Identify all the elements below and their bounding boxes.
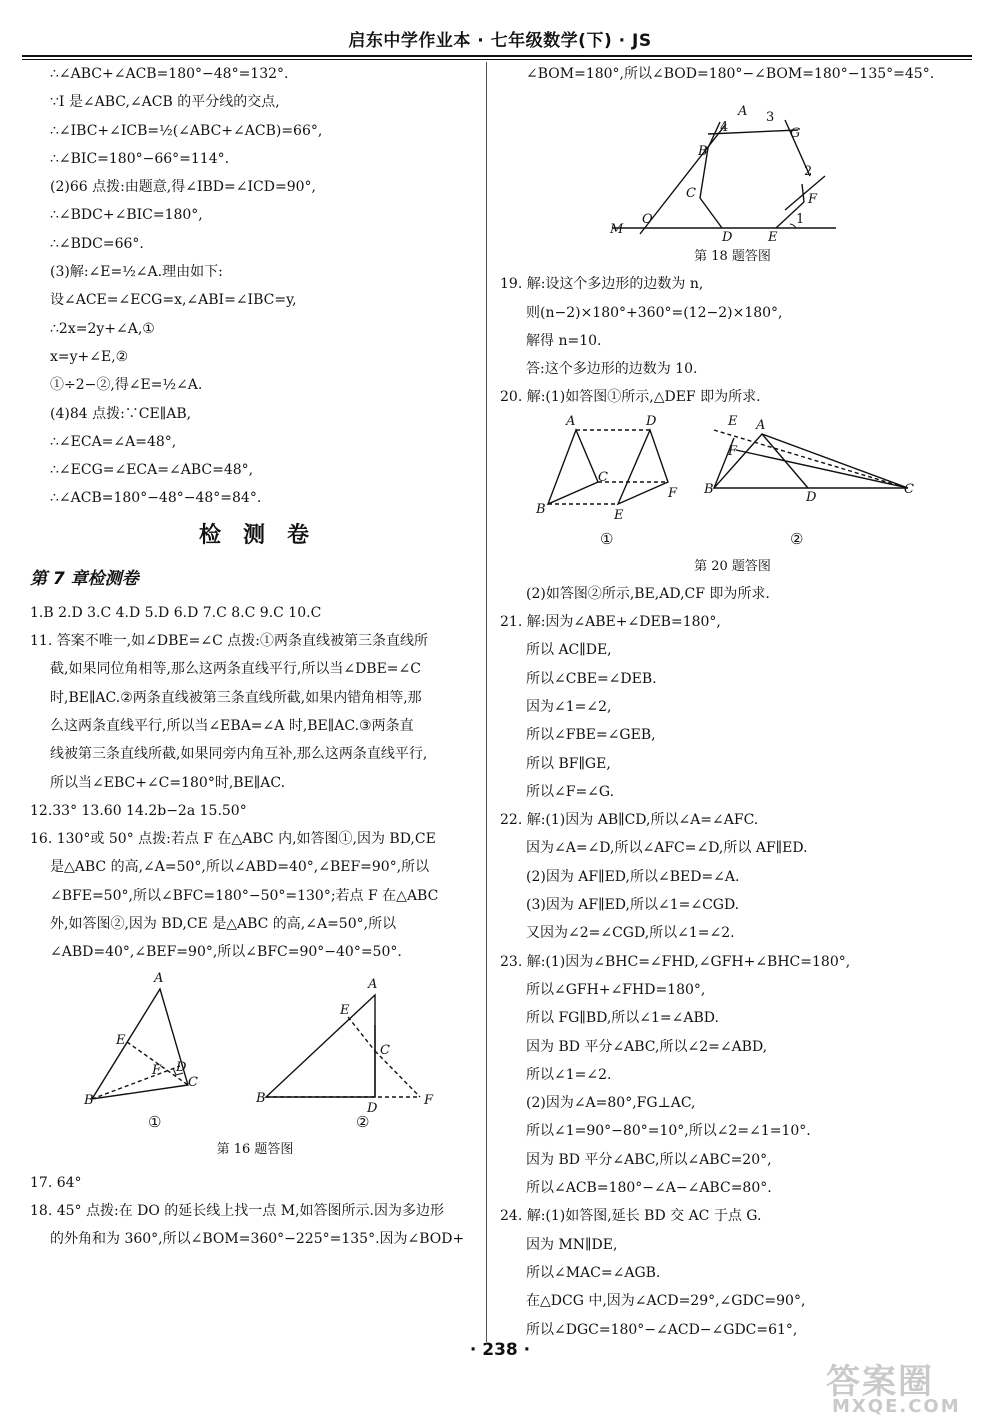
fig20-2-number: ② [790, 529, 804, 548]
fig20-2-label: D [806, 489, 817, 505]
answer-18-cont: ∠BOM=180°,所以∠BOD=180°−∠BOM=180°−135°=45°. [526, 66, 935, 82]
triangle-abc-2 [714, 434, 908, 488]
fig18-label: A [738, 104, 748, 120]
fig18-label: E [768, 230, 778, 246]
answer-23-line: 所以∠1=∠2. [526, 1066, 612, 1083]
left-column [30, 60, 480, 1254]
fig16-2-label: C [380, 1042, 390, 1058]
answer-21-line: 所以∠FBE=∠GEB, [526, 727, 656, 744]
text-line: ∵I 是∠ABC,∠ACB 的平分线的交点, [50, 94, 280, 111]
fig20-1-label: C [598, 469, 608, 485]
fig20-2-label: C [904, 481, 914, 497]
fig18-label: G [790, 126, 801, 142]
answer-21-line: 21. 解:因为∠ABE+∠DEB=180°, [500, 614, 721, 631]
fig16-2-label: E [340, 1002, 350, 1018]
fig20-2-label: B [704, 481, 714, 497]
fig18-label: 2 [804, 164, 813, 180]
figure-16-drawing [30, 967, 480, 1137]
fig18-label: C [686, 186, 696, 202]
watermark-text: 答案圈 [826, 1362, 934, 1402]
fig16-2-label: F [424, 1092, 434, 1108]
fig16-1-label: A [154, 970, 164, 986]
answer-23-line: 因为 BD 平分∠ABC,所以∠2=∠ABD, [526, 1038, 768, 1055]
answers-1-10: 1.B 2.D 3.C 4.D 5.D 6.D 7.C 8.C 9.C 10.C [30, 604, 322, 621]
figure-18-caption: 第 18 题答图 [694, 249, 771, 265]
text-line: 设∠ACE=∠ECG=x,∠ABI=∠IBC=y, [50, 292, 297, 309]
triangle-abc [548, 430, 598, 504]
fig16-1-label: C [188, 1074, 198, 1090]
answer-23-line: 所以∠GFH+∠FHD=180°, [526, 981, 706, 998]
fig18-label: O [642, 212, 653, 228]
fig16-1-label: B [84, 1092, 94, 1108]
text-line: (3)解:∠E=½∠A.理由如下: [50, 264, 223, 281]
figure-20-drawing [500, 412, 965, 554]
answer-22-line: (2)因为 AF∥ED,所以∠BED=∠A. [526, 868, 740, 885]
text-line: ∴∠ECG=∠ECA=∠ABC=48°, [50, 462, 254, 479]
fig18-label: M [610, 222, 624, 238]
answer-21-line: 因为∠1=∠2, [526, 698, 612, 715]
answer-16-line: ∠ABD=40°,∠BEF=90°,所以∠BFC=90°−40°=50°. [50, 944, 402, 961]
answer-22-line: 又因为∠2=∠CGD,所以∠1=∠2. [526, 925, 735, 942]
text-line: ①÷2−②,得∠E=½∠A. [50, 377, 203, 394]
right-column [500, 60, 965, 1344]
answer-19-line: 解得 n=10. [526, 332, 602, 349]
figure-16 [30, 967, 480, 1137]
answer-22-line: (3)因为 AF∥ED,所以∠1=∠CGD. [526, 897, 740, 914]
fig20-2-label: A [756, 417, 766, 433]
watermark-url: MXQE.COM [832, 1396, 961, 1417]
text-line: ∴2x=2y+∠A,① [50, 320, 155, 337]
chapter-title: 第 7 章检测卷 [30, 568, 139, 589]
fig18-label: 1 [796, 212, 805, 228]
fig16-2-label: D [367, 1100, 378, 1116]
figure-20 [500, 412, 965, 554]
text-line: ∴∠BIC=180°−66°=114°. [50, 150, 230, 167]
answer-24-line: 所以∠MAC=∠AGB. [526, 1264, 661, 1281]
answer-23-line: 所以∠1=90°−80°=10°,所以∠2=∠1=10°. [526, 1123, 811, 1140]
answer-21-line: 所以∠CBE=∠DEB. [526, 670, 657, 687]
text-line: (4)84 点拨:∵CE∥AB, [50, 405, 192, 422]
fig20-1-label: F [668, 485, 678, 501]
answer-18-line: 18. 45° 点拨:在 DO 的延长线上找一点 M,如答图所示.因为多边形 [30, 1202, 444, 1219]
figure-20-caption: 第 20 题答图 [694, 558, 771, 574]
answer-16-line: 外,如答图②,因为 BD,CE 是△ABC 的高,∠A=50°,所以 [50, 916, 397, 933]
fig20-1-label: A [566, 413, 576, 429]
text-line: (2)66 点拨:由题意,得∠IBD=∠ICD=90°, [50, 179, 316, 196]
answer-20-part2: (2)如答图②所示,BE,AD,CF 即为所求. [526, 585, 770, 602]
fig18-label: 3 [766, 110, 775, 126]
answer-16-line: 16. 130°或 50° 点拨:若点 F 在△ABC 内,如答图①,因为 BD,CE [30, 831, 436, 848]
fig18-label: D [722, 230, 733, 246]
answer-11-line: 时,BE∥AC.②两条直线被第三条直线所截,如果内错角相等,那 [50, 689, 422, 706]
answer-23-line: (2)因为∠A=80°,FG⊥AC, [526, 1095, 696, 1112]
fig20-2-label: E [728, 413, 738, 429]
fig20-1-number: ① [600, 529, 614, 548]
fig20-1-label: B [536, 501, 546, 517]
fig16-2-label: B [256, 1090, 266, 1106]
figure-18 [500, 88, 965, 244]
text-line: ∴∠ECA=∠A=48°, [50, 433, 177, 450]
answer-16-line: 是△ABC 的高,∠A=50°,所以∠ABD=40°,∠BEF=90°,所以 [50, 859, 430, 876]
answer-11-line: 截,如果同位角相等,那么这两条直线平行,所以当∠DBE=∠C [50, 661, 421, 678]
fig16-1-number: ① [148, 1112, 162, 1131]
text-line: ∴∠IBC+∠ICB=½(∠ABC+∠ACB)=66°, [50, 122, 323, 139]
header-rule [22, 55, 972, 57]
answer-24-line: 在△DCG 中,因为∠ACD=29°,∠GDC=90°, [526, 1293, 806, 1310]
answers-12-15: 12.33° 13.60 14.2b−2a 15.50° [30, 802, 247, 819]
answer-19-line: 则(n−2)×180°+360°=(12−2)×180°, [526, 304, 783, 321]
fig20-2-label: F [728, 443, 738, 459]
answer-21-line: 所以 BF∥GE, [526, 755, 611, 772]
line-fe-extended [785, 176, 825, 210]
fig16-2-label: A [368, 976, 378, 992]
answer-11-line: 么这两条直线平行,所以当∠EBA=∠A 时,BE∥AC.③两条直 [50, 717, 414, 734]
fig16-1-label: E [116, 1032, 126, 1048]
triangle-def [618, 430, 668, 504]
answer-21-line: 所以 AC∥DE, [526, 642, 612, 659]
watermark-logo [826, 1362, 986, 1418]
answer-17: 17. 64° [30, 1174, 82, 1191]
answer-23-line: 23. 解:(1)因为∠BHC=∠FHD,∠GFH+∠BHC=180°, [500, 953, 851, 970]
column-divider [486, 62, 487, 1342]
answer-11-line: 11. 答案不唯一,如∠DBE=∠C 点拨:①两条直线被第三条直线所 [30, 633, 428, 650]
section-title: 检测卷 [198, 522, 331, 548]
answer-22-line: 因为∠A=∠D,所以∠AFC=∠D,所以 AF∥ED. [526, 840, 808, 857]
page-number: · 238 · [469, 1340, 531, 1360]
figure-16-caption: 第 16 题答图 [216, 1141, 294, 1157]
fig16-2-number: ② [356, 1112, 370, 1131]
fig18-label: 4 [720, 120, 729, 136]
fig16-1-label: F [152, 1062, 162, 1078]
answer-19-line: 答:这个多边形的边数为 10. [526, 361, 698, 378]
answer-23-line: 所以∠ACB=180°−∠A−∠ABC=80°. [526, 1180, 772, 1197]
text-line: ∴∠BDC+∠BIC=180°, [50, 207, 203, 224]
text-line: ∴∠ABC+∠ACB=180°−48°=132°. [50, 66, 289, 82]
answer-16-line: ∠BFE=50°,所以∠BFC=180°−50°=130°;若点 F 在△ABC [50, 887, 439, 904]
fig18-label: B [698, 144, 708, 160]
answer-22-line: 22. 解:(1)因为 AB∥CD,所以∠A=∠AFC. [500, 812, 759, 829]
answer-11-line: 线被第三条直线所截,如果同旁内角互补,那么这两条直线平行, [50, 746, 428, 763]
fig20-1-label: E [614, 507, 624, 523]
answer-24-line: 因为 MN∥DE, [526, 1236, 618, 1253]
altitude-bd-1 [92, 1066, 180, 1099]
fig20-1-label: D [646, 413, 657, 429]
fig16-1-label: D [176, 1059, 187, 1075]
answer-21-line: 所以∠F=∠G. [526, 783, 615, 800]
answer-19-line: 19. 解:设这个多边形的边数为 n, [500, 276, 704, 293]
triangle-abc-1 [92, 989, 188, 1099]
answer-24-line: 24. 解:(1)如答图,延长 BD 交 AC 于点 G. [500, 1208, 762, 1225]
text-line: ∴∠BDC=66°. [50, 235, 144, 252]
page-header: 启东中学作业本 · 七年级数学(下) · JS [348, 31, 652, 51]
answer-23-line: 因为 BD 平分∠ABC,所以∠ABC=20°, [526, 1151, 772, 1168]
figure-18-drawing [500, 88, 965, 244]
text-line: ∴∠ACB=180°−48°−48°=84°. [50, 490, 262, 507]
fig18-label: F [808, 192, 818, 208]
answer-24-line: 所以∠DGC=180°−∠ACD−∠GDC=61°, [526, 1321, 798, 1338]
answer-20-part1: 20. 解:(1)如答图①所示,△DEF 即为所求. [500, 389, 761, 406]
answer-23-line: 所以 FG∥BD,所以∠1=∠ABD. [526, 1010, 719, 1027]
polygon-edge-bc [700, 148, 722, 228]
answer-11-line: 所以当∠EBC+∠C=180°时,BE∥AC. [50, 774, 286, 791]
triangle-abc-2 [266, 995, 375, 1097]
text-line: x=y+∠E,② [50, 348, 129, 365]
answer-18-line: 的外角和为 360°,所以∠BOM=360°−225°=135°.因为∠BOD+ [50, 1231, 465, 1248]
